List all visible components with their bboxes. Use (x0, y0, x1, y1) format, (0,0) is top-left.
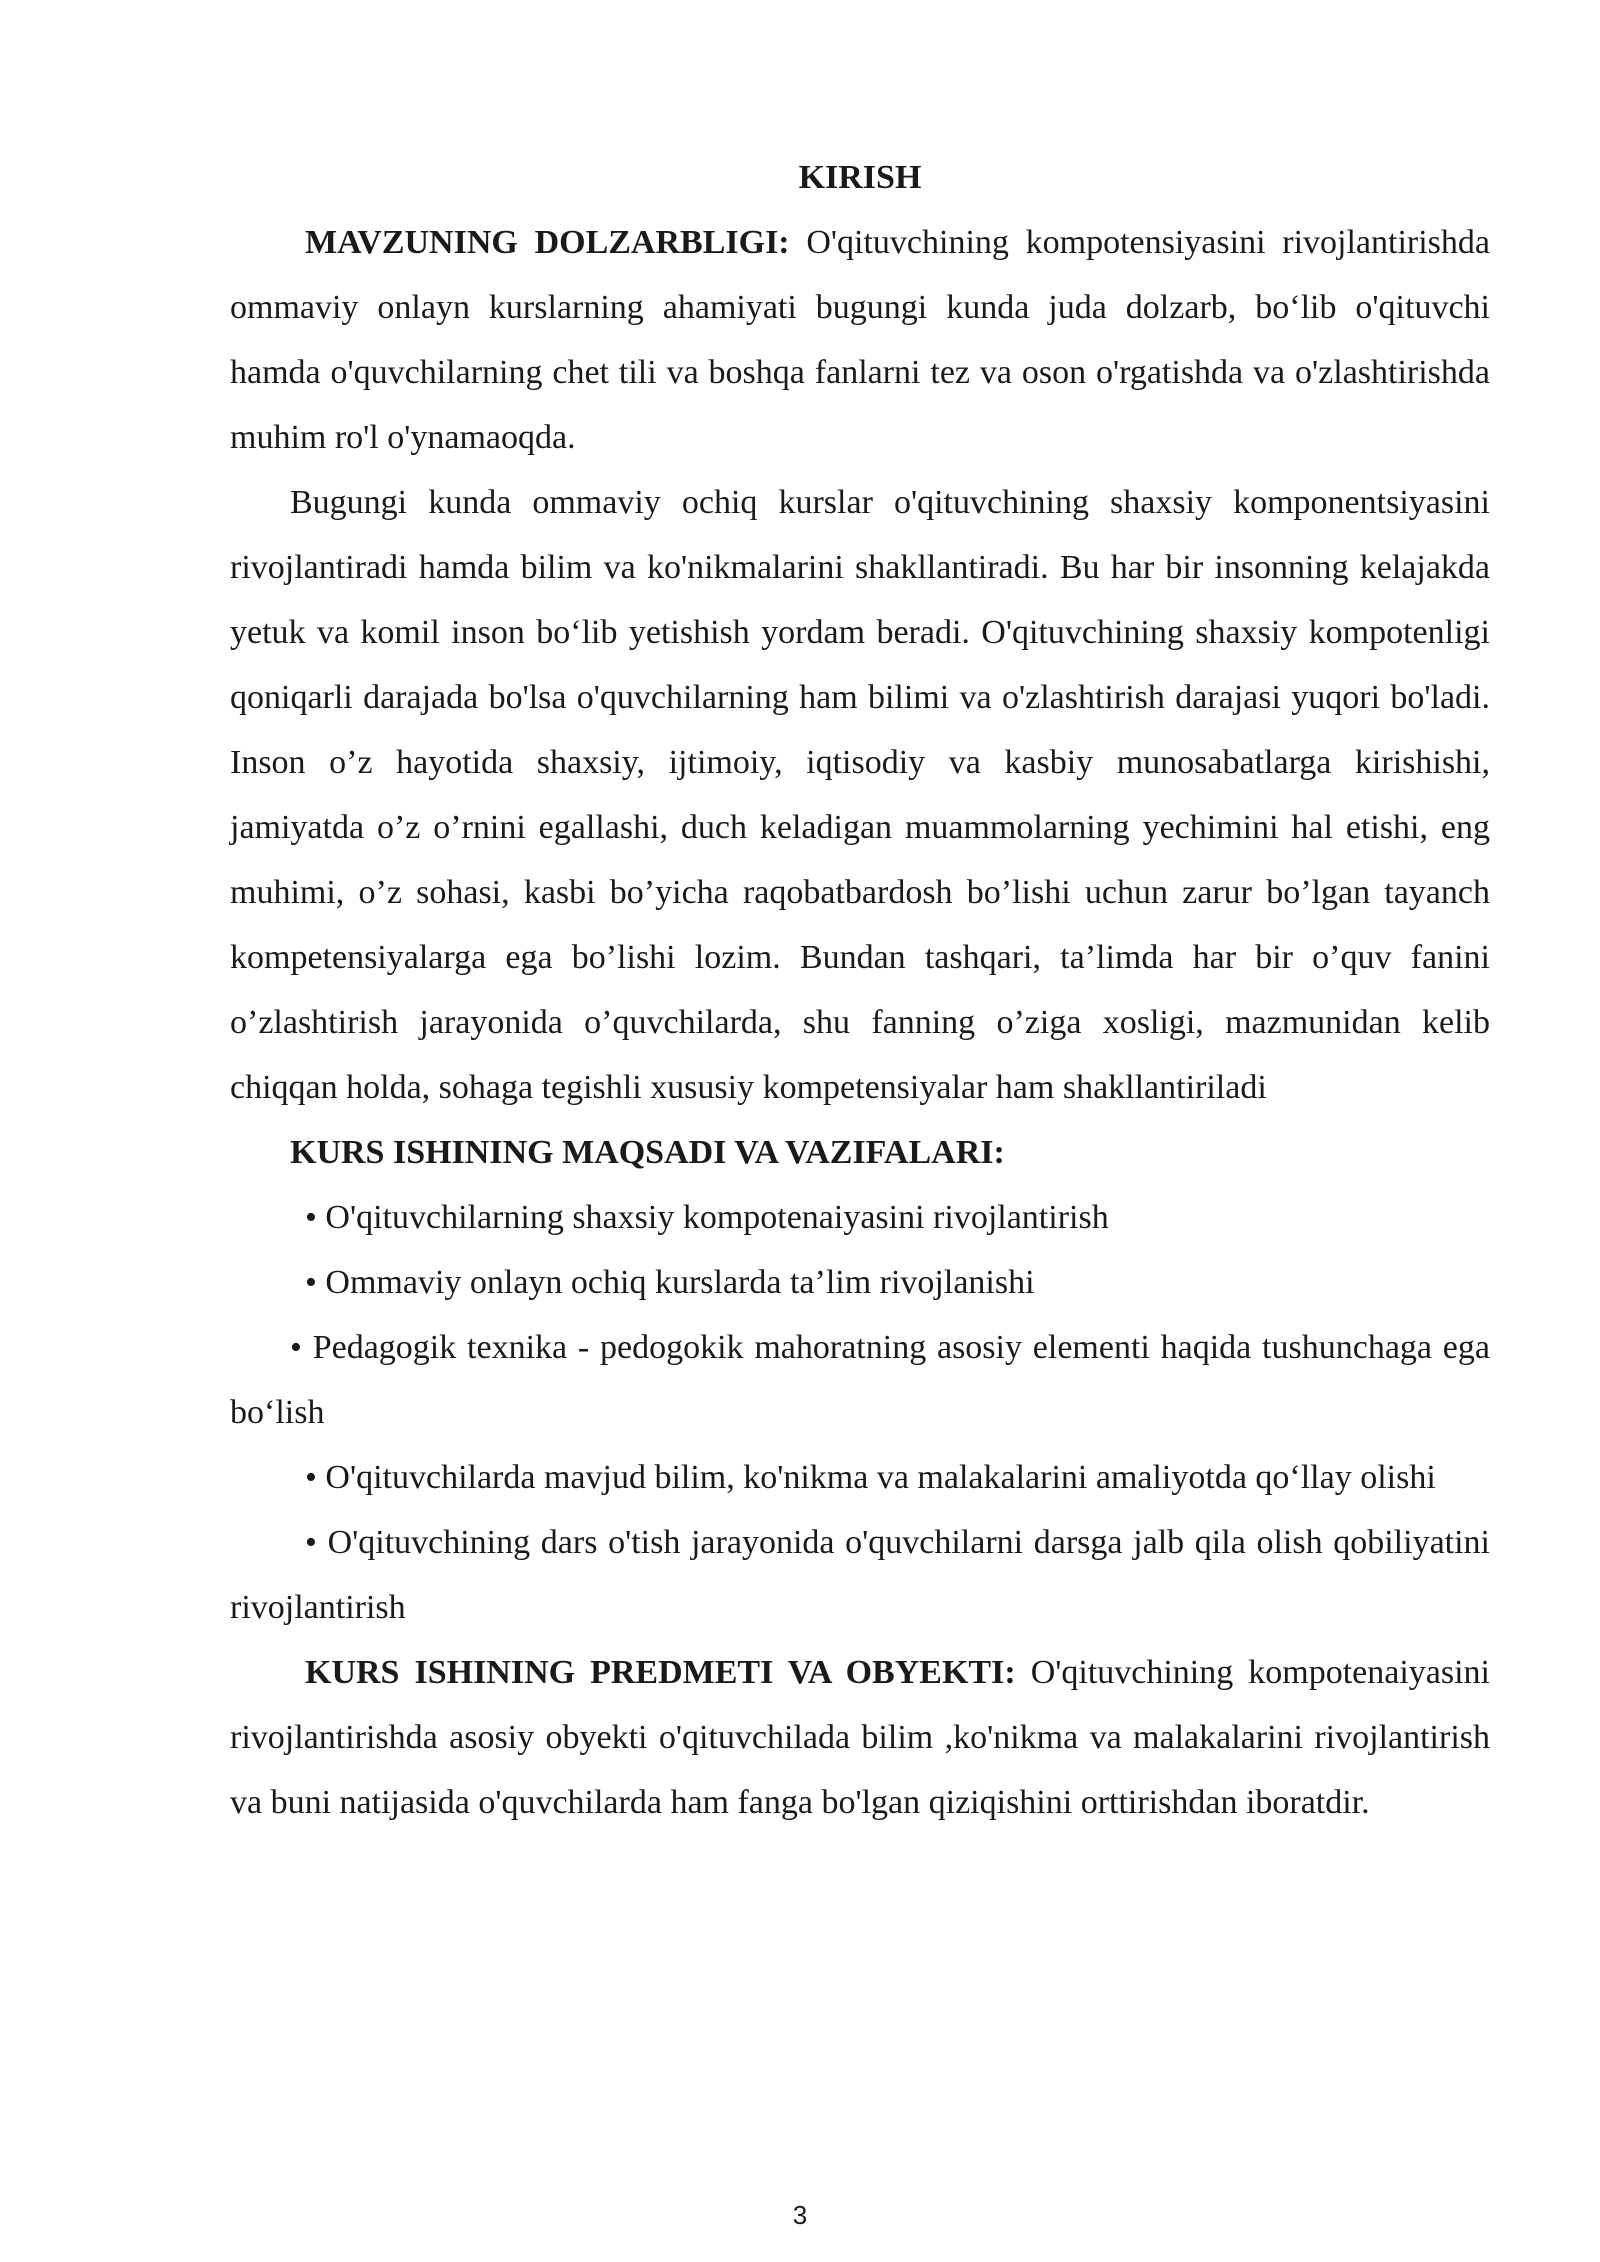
body-paragraph: Bugungi kunda ommaviy ochiq kurslar o'qituvchining shaxsiy komponentsiyasini rivojlantiradi hamda bilim va ko'nikmalarini shakllantiradi. Bu har bir insonning kelajakda yetuk va komil inson bo‘lib yetishish yordam beradi. O'qituvchining shaxsiy kompotenligi qoniqarli darajada bo'lsa o'quvchilarning ham bilimi va o'zlashtirish darajasi yuqori bo'ladi. Inson o’z hayotida shaxsiy, ijtimoiy, iqtisodiy va kasbiy munosabatlarga kirishishi, jamiyatda o’z o’rnini egallashi, duch keladigan muammolarning yechimini hal etishi, eng muhimi, o’z sohasi, kasbi bo’yicha raqobatbardosh bo’lishi uchun zarur bo’lgan tayanch kompetensiyalarga ega bo’lishi lozim. Bundan tashqari, ta’limda har bir o’quv fanini o’zlashtirish jarayonida o’quvchilarda, shu fanning o’ziga xosligi, mazmunidan kelib chiqqan holda, sohaga tegishli xususiy kompetensiyalar ham shakllantiriladi (230, 484, 1490, 1106)
goal-item-4: • O'qituvchilarda mavjud bilim, ko'nikma va malakalarini amaliyotda qo‘llay olishi (305, 1459, 1436, 1496)
goal-item-3: • Pedagogik texnika - pedogokik mahoratning asosiy elementi haqida tushunchaga ega bo‘lish (230, 1329, 1490, 1431)
subject-object-text: O'qituvchining kompotenaiyasini rivojlantirishda asosiy obyekti o'qituvchilada bilim ,ko'nikma va malakalarini rivojlantirish va buni natijasida o'quvchilarda ham fanga bo'lgan qiziqishini orttirishdan iboratdir. (230, 1654, 1490, 1821)
relevance-heading: MAVZUNING DOLZARBLIGI: (305, 224, 790, 261)
document-title: KIRISH (798, 159, 922, 196)
page-number: 3 (792, 2200, 808, 2230)
goals-heading: KURS ISHINING MAQSADI VA VAZIFALARI: (290, 1134, 1005, 1171)
goal-item-1: • O'qituvchilarning shaxsiy kompotenaiyasini rivojlantirish (305, 1199, 1109, 1236)
goal-item-2: • Ommaviy onlayn ochiq kurslarda ta’lim rivojlanishi (305, 1264, 1035, 1301)
subject-object-paragraph (230, 1640, 1490, 1835)
subject-object-heading: KURS ISHINING PREDMETI VA OBYEKTI: (305, 1654, 1016, 1691)
goal-item-5: • O'qituvchining dars o'tish jarayonida o'quvchilarni darsga jalb qila olish qobiliyatini rivojlantirish (230, 1524, 1490, 1626)
document-page (230, 145, 1490, 1835)
relevance-paragraph (230, 210, 1490, 470)
relevance-text: O'qituvchining kompotensiyasini rivojlantirishda ommaviy onlayn kurslarning ahamiyati bugungi kunda juda dolzarb, bo‘lib o'qituvchi hamda o'quvchilarning chet tili va boshqa fanlarni tez va oson o'rgatishda va o'zlashtirishda muhim ro'l o'ynamaoqda. (230, 224, 1490, 456)
